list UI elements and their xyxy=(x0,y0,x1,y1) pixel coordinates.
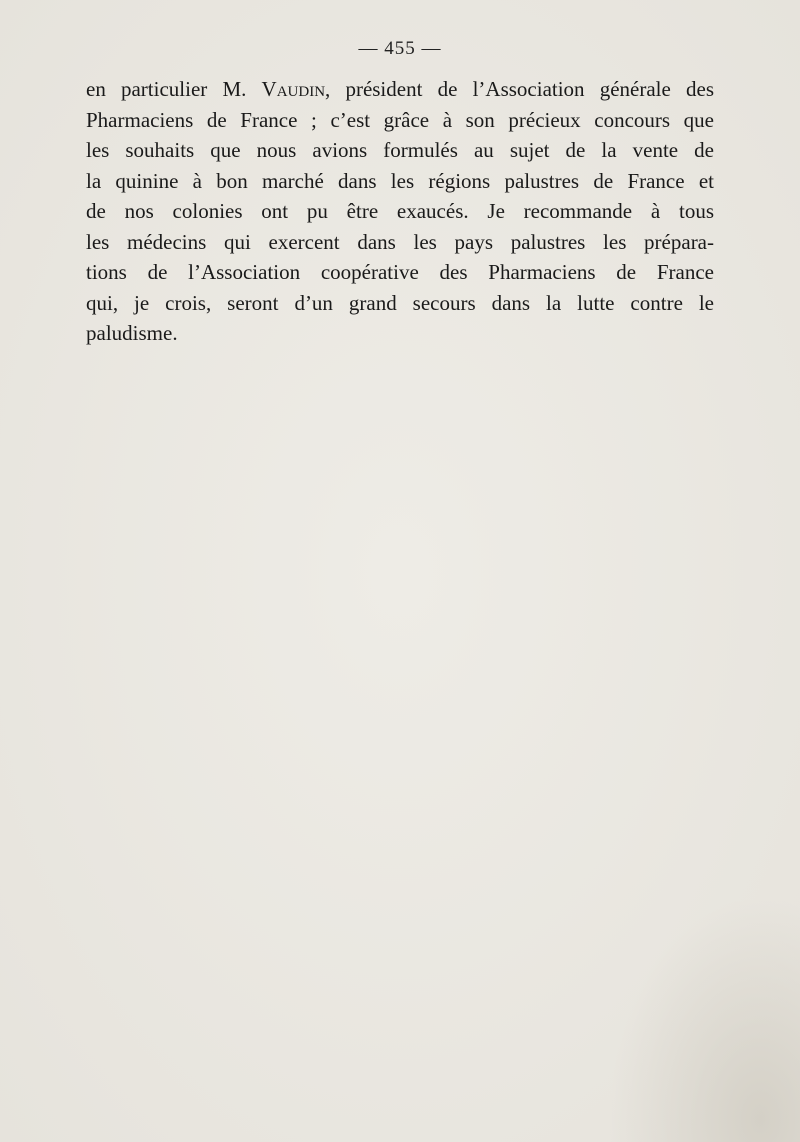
page-number: — 455 — xyxy=(358,38,442,59)
text-line: la quinine à bon marché dans les régions palustres de France et xyxy=(86,168,714,193)
text-line: Pharmaciens de France ; c’est grâce à son précieux concours que xyxy=(86,107,714,132)
text-line: qui, je crois, seront d’un grand secours dans la lutte contre le xyxy=(86,290,714,315)
text-line: paludisme. xyxy=(86,321,178,345)
text-line: les souhaits que nous avions formulés au sujet de la vente de xyxy=(86,138,714,162)
text-line: en particulier M. Vaudin, président de l’Association générale des xyxy=(86,77,714,101)
body-paragraph xyxy=(86,74,714,349)
text-line: les médecins qui exercent dans les pays palustres les prépara- xyxy=(86,229,714,254)
text-line: de nos colonies ont pu être exaucés. Je recommande à tous xyxy=(86,199,714,223)
person-name: Vaudin xyxy=(261,77,326,101)
text-line: tions de l’Association coopérative des Pharmaciens de France xyxy=(86,260,714,284)
